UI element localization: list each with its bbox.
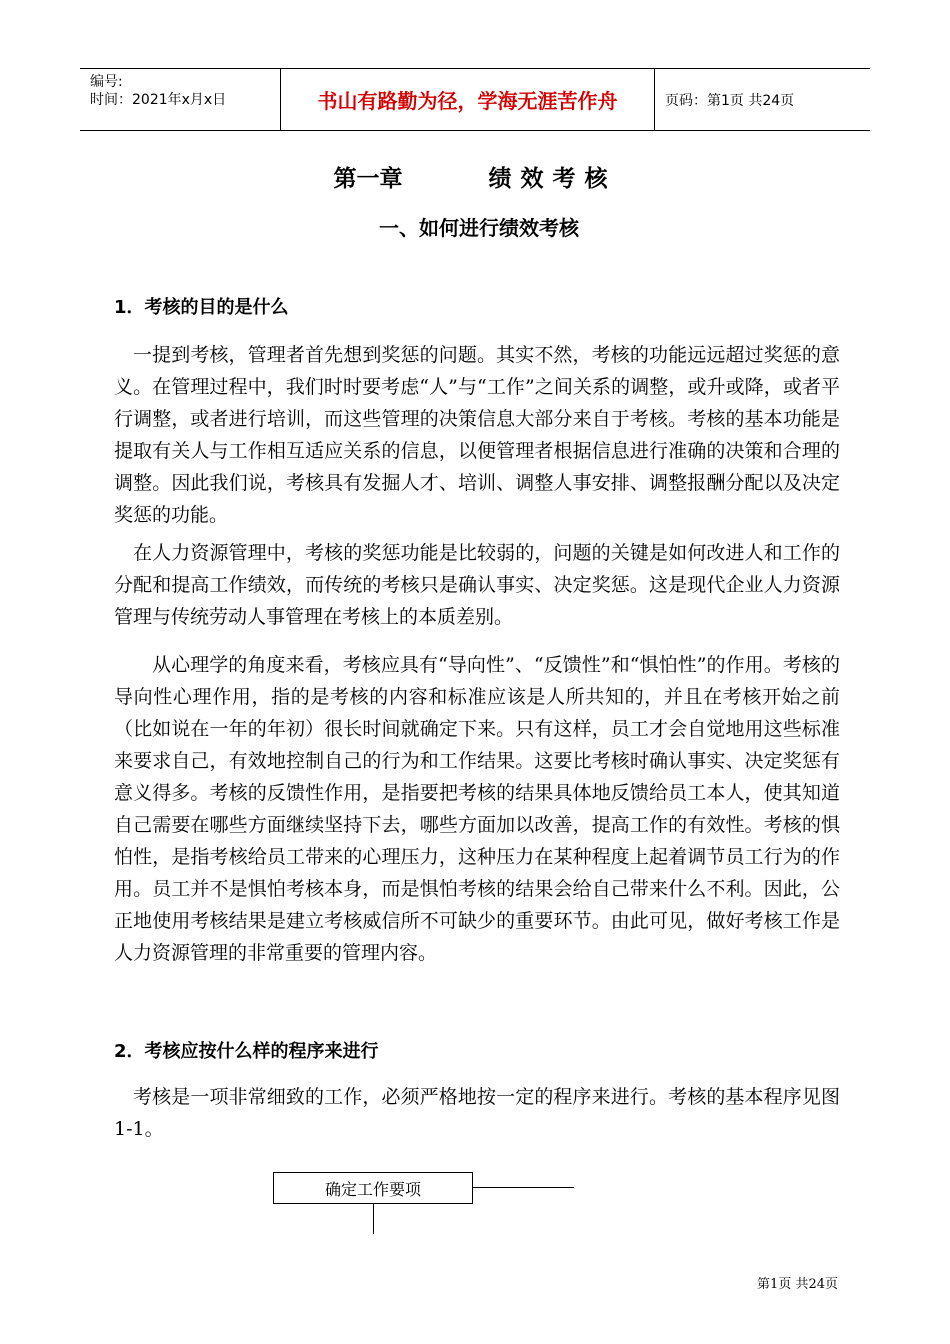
paragraph-4: 考核是一项非常细致的工作，必须严格地按一定的程序来进行。考核的基本程序见图1-1。: [114, 1086, 840, 1140]
flowchart-connector-vertical: [373, 1204, 374, 1234]
document-header: [80, 68, 870, 131]
chapter-name: 绩效考核: [488, 166, 617, 192]
paragraph-1: 一提到考核，管理者首先想到奖惩的问题。其实不然，考核的功能远远超过奖惩的意义。在管理过程中，我们时时要考虑“人”与“工作”之间关系的调整，或升或降，或者平行调整，或者进行培训，而这些管理的决策信息大部分来自于考核。考核的基本功能是提取有关人与工作相互适应关系的信息，以便管理者根据信息进行准确的决策和合理的调整。因此我们说，考核具有发掘人才、培训、调整人事安排、调整报酬分配以及决定奖惩的功能。: [114, 344, 840, 526]
paragraph-3: 从心理学的角度来看，考核应具有“导向性”、“反馈性”和“惧怕性”的作用。考核的导向性心理作用，指的是考核的内容和标准应该是人所共知的，并且在考核开始之前（比如说在一年的年初）很长时间就确定下来。只有这样，员工才会自觉地用这些标准来要求自己，有效地控制自己的行为和工作结果。这要比考核时确认事实、决定奖惩有意义得多。考核的反馈性作用，是指要把考核的结果具体地反馈给员工本人，使其知道自己需要在哪些方面继续坚持下去，哪些方面加以改善，提高工作的有效性。考核的惧怕性，是指考核给员工带来的心理压力，这种压力在某种程度上起着调节员工行为的作用。员工并不是惧怕考核本身，而是惧怕考核的结果会给自己带来什么不利。因此，公正地使用考核结果是建立考核威信所不可缺少的重要环节。由此可见，做好考核工作是人力资源管理的非常重要的管理内容。: [114, 654, 840, 964]
page-footer: 第1页 共24页: [757, 1277, 838, 1292]
flowchart-connector-horizontal: [473, 1187, 574, 1188]
time-label: 时间：2021年x月x日: [90, 92, 227, 108]
subsection-heading-1: 1．考核的目的是什么: [114, 297, 289, 318]
flowchart-box-label: 确定工作要项: [324, 1179, 421, 1199]
page-info: 页码：第1页 共24页: [665, 92, 795, 109]
paragraph-2: 在人力资源管理中，考核的奖惩功能是比较弱的，问题的关键是如何改进人和工作的分配和提高工作绩效，而传统的考核只是确认事实、决定奖惩。这是现代企业人力资源管理与传统劳动人事管理在考核上的本质差别。: [114, 542, 840, 628]
header-meta-cell: [80, 69, 281, 130]
number-label: 编号:: [90, 74, 123, 90]
page-info-cell: [655, 69, 870, 130]
motto-text: 书山有路勤为径，学海无涯苦作舟: [317, 89, 618, 113]
flowchart-box: [273, 1172, 473, 1204]
section-title: 一、如何进行绩效考核: [379, 216, 579, 240]
chapter-number: 第一章: [333, 166, 403, 192]
motto-cell: [281, 69, 655, 130]
chapter-title: [0, 160, 950, 193]
subsection-heading-2: 2．考核应按什么样的程序来进行: [114, 1041, 379, 1062]
